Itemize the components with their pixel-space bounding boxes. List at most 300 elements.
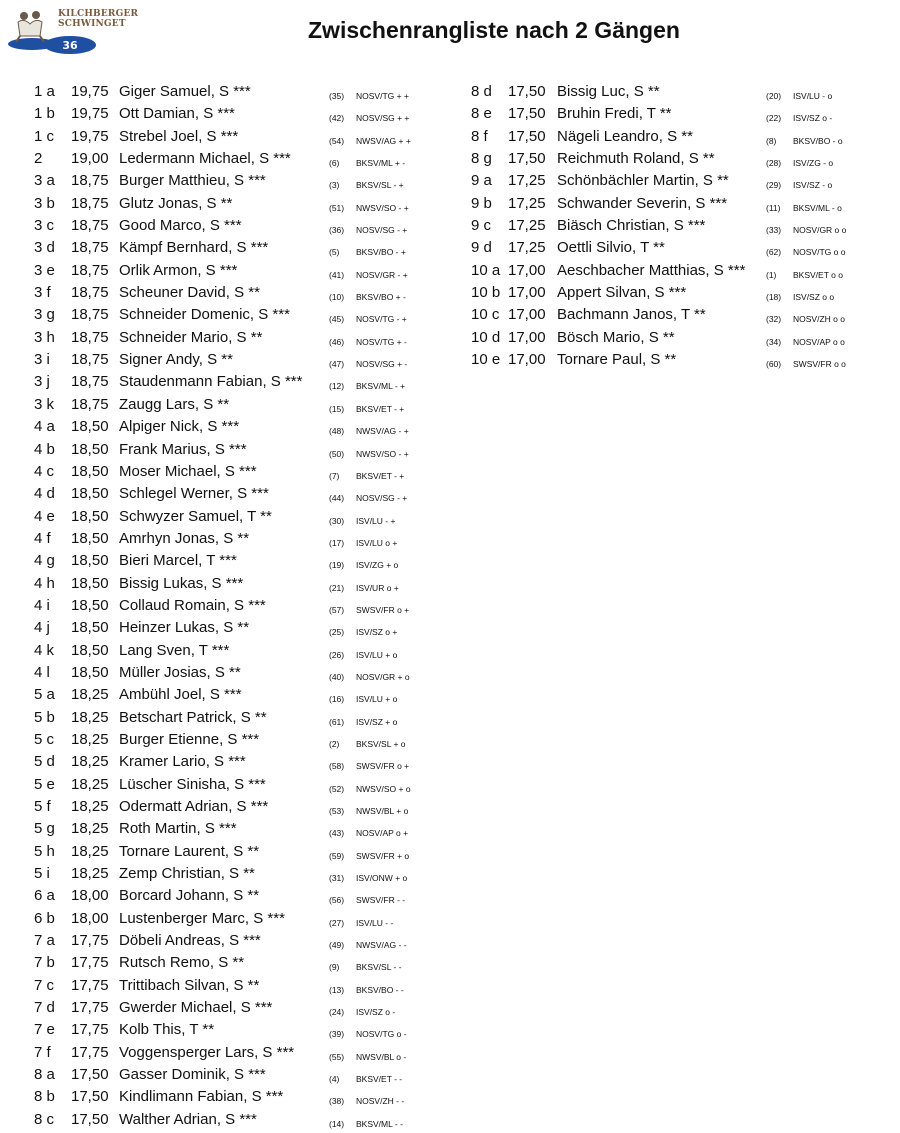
name-cell: Bösch Mario, S ** [557,328,675,346]
start-number-cell: (61) [329,716,345,727]
points-cell: 18,50 [71,641,109,659]
points-cell: 17,50 [71,1088,109,1106]
start-number-cell: (57) [329,604,345,615]
name-cell: Rutsch Remo, S ** [119,954,245,972]
name-cell: Signer Andy, S ** [119,351,233,369]
rank-cell: 1 a [34,83,55,100]
rank-cell: 7 e [34,1021,55,1039]
page-title: Zwischenrangliste nach 2 Gängen [308,17,680,43]
name-cell: Good Marco, S *** [119,217,242,235]
rank-cell: 9 a [471,172,492,190]
start-number-cell: (8) [766,135,777,146]
logo-text-line2: SCHWINGET [58,19,126,29]
points-cell: 18,25 [71,798,109,815]
start-number-cell: (60) [766,359,782,370]
start-number-cell: (33) [766,225,782,236]
start-number-cell: (58) [329,761,345,772]
name-cell: Biäsch Christian, S *** [557,217,706,235]
verband-result-cell: NOSV/TG o o [793,247,846,258]
rank-cell: 4 e [34,507,55,525]
points-cell: 18,75 [71,395,109,413]
verband-result-cell: BKSV/ET - + [356,470,405,481]
name-cell: Bachmann Janos, T ** [557,306,706,324]
name-cell: Betschart Patrick, S ** [119,708,267,726]
verband-result-cell: BKSV/ET - + [356,403,405,414]
name-cell: Alpiger Nick, S *** [119,418,240,436]
verband-result-cell: BKSV/BO - - [356,984,404,995]
name-cell: Müller Josias, S ** [119,663,241,681]
verband-result-cell: NOSV/GR + o [356,671,410,682]
start-number-cell: (47) [329,359,345,370]
points-cell: 17,50 [508,83,546,100]
verband-result-cell: ISV/SZ o - [793,113,833,124]
verband-result-cell: ISV/LU - + [356,515,396,526]
rank-cell: 8 f [471,127,488,145]
start-number-cell: (13) [329,984,345,995]
verband-result-cell: NWSV/SO - + [356,448,409,459]
verband-result-cell: NWSV/BL o - [356,1051,407,1062]
name-cell: Zaugg Lars, S ** [119,395,230,413]
name-cell: Kramer Lario, S *** [119,753,246,771]
name-cell: Bieri Marcel, T *** [119,552,237,570]
name-cell: Borcard Johann, S ** [119,887,260,905]
verband-result-cell: ISV/ONW + o [356,873,408,884]
start-number-cell: (42) [329,113,345,124]
verband-result-cell: NOSV/ZH o o [793,314,845,325]
start-number-cell: (50) [329,448,345,459]
start-number-cell: (21) [329,582,345,593]
points-cell: 17,50 [508,105,546,123]
rank-cell: 8 a [34,1066,55,1084]
points-cell: 17,00 [508,328,546,346]
verband-result-cell: ISV/SZ + o [356,716,398,727]
name-cell: Schneider Mario, S ** [119,328,263,346]
rank-cell: 6 b [34,909,55,927]
verband-result-cell: BKSV/SL - - [356,962,402,973]
points-cell: 18,25 [71,708,109,726]
verband-result-cell: NWSV/AG - - [356,940,407,951]
points-cell: 18,25 [71,865,109,883]
rank-cell: 3 h [34,328,55,346]
rank-cell: 5 d [34,753,55,771]
name-cell: Strebel Joel, S *** [119,127,239,145]
verband-result-cell: NOSV/SG + - [356,359,408,370]
verband-result-cell: BKSV/BO - + [356,247,406,258]
start-number-cell: (16) [329,694,345,705]
start-number-cell: (53) [329,806,345,816]
rank-cell: 4 k [34,641,55,659]
start-number-cell: (39) [329,1029,345,1040]
rank-cell: 6 a [34,887,55,905]
verband-result-cell: ISV/LU + o [356,694,398,705]
rank-cell: 3 f [34,284,51,302]
verband-result-cell: BKSV/SL - + [356,180,404,191]
name-cell: Appert Silvan, S *** [557,284,687,302]
start-number-cell: (51) [329,202,345,213]
name-cell: Bruhin Fredi, T ** [557,105,672,123]
rank-cell: 3 i [34,351,50,369]
name-cell: Voggensperger Lars, S *** [119,1043,295,1061]
rank-cell: 7 a [34,932,55,950]
start-number-cell: (15) [329,403,345,414]
start-number-cell: (18) [766,292,782,303]
verband-result-cell: NOSV/SG - + [356,225,408,236]
rank-cell: 7 f [34,1043,51,1061]
rank-cell: 3 d [34,239,55,257]
verband-result-cell: NOSV/ZH - - [356,1096,405,1107]
name-cell: Aeschbacher Matthias, S *** [557,261,746,279]
start-number-cell: (49) [329,940,345,951]
name-cell: Odermatt Adrian, S *** [119,798,269,815]
points-cell: 18,50 [71,596,109,614]
name-cell: Ledermann Michael, S *** [119,150,291,168]
rank-cell: 4 a [34,418,55,436]
verband-result-cell: BKSV/ML - - [356,1118,403,1129]
rank-cell: 10 b [471,284,501,302]
points-cell: 17,75 [71,976,109,994]
start-number-cell: (26) [329,649,345,660]
points-cell: 17,75 [71,1043,109,1061]
rank-cell: 5 f [34,798,51,815]
verband-result-cell: ISV/SZ o + [356,627,398,638]
rank-cell: 10 c [471,306,500,324]
rank-cell: 9 b [471,194,492,212]
rank-cell: 4 g [34,552,55,570]
start-number-cell: (11) [766,202,781,213]
points-cell: 18,50 [71,418,109,436]
points-cell: 18,75 [71,284,109,302]
verband-result-cell: ISV/LU - - [356,917,394,928]
name-cell: Scheuner David, S ** [119,284,260,302]
points-cell: 17,50 [71,1066,109,1084]
points-cell: 18,50 [71,507,109,525]
points-cell: 18,75 [71,306,109,324]
start-number-cell: (41) [329,269,345,280]
rank-cell: 4 l [34,663,50,681]
start-number-cell: (36) [329,225,345,236]
verband-result-cell: SWSV/FR - - [356,895,406,906]
points-cell: 18,75 [71,217,109,235]
points-cell: 17,75 [71,999,109,1017]
verband-result-cell: NOSV/AP o o [793,336,845,347]
rank-cell: 4 b [34,440,55,458]
points-cell: 18,25 [71,686,109,704]
start-number-cell: (35) [329,91,345,101]
verband-result-cell: ISV/SZ o o [793,292,835,303]
verband-result-cell: NWSV/AG - + [356,426,409,437]
start-number-cell: (28) [766,158,782,169]
verband-result-cell: BKSV/BO - o [793,135,843,146]
points-cell: 18,50 [71,462,109,480]
rank-cell: 5 e [34,775,55,793]
start-number-cell: (62) [766,247,782,258]
rank-cell: 7 d [34,999,55,1017]
start-number-cell: (54) [329,135,345,146]
start-number-cell: (3) [329,180,340,191]
name-cell: Oettli Silvio, T ** [557,239,665,257]
start-number-cell: (56) [329,895,345,906]
points-cell: 18,50 [71,574,109,592]
start-number-cell: (10) [329,292,345,303]
start-number-cell: (27) [329,917,345,928]
start-number-cell: (6) [329,158,340,169]
points-cell: 19,00 [71,150,109,168]
event-logo [6,6,139,54]
rank-cell: 4 h [34,574,55,592]
start-number-cell: (20) [766,91,782,101]
name-cell: Amrhyn Jonas, S ** [119,529,250,547]
rank-cell: 5 b [34,708,55,726]
start-number-cell: (43) [329,828,345,839]
verband-result-cell: SWSV/FR o + [356,604,410,615]
name-cell: Burger Etienne, S *** [119,730,260,748]
points-cell: 18,75 [71,373,109,391]
verband-result-cell: NWSV/AG + + [356,135,411,146]
start-number-cell: (38) [329,1096,345,1107]
name-cell: Kindlimann Fabian, S *** [119,1088,284,1106]
start-number-cell: (9) [329,962,340,973]
rank-cell: 4 j [34,619,50,637]
rank-cell: 5 g [34,820,55,838]
name-cell: Trittibach Silvan, S ** [119,976,260,994]
rank-cell: 5 a [34,686,55,704]
start-number-cell: (7) [329,470,340,481]
name-cell: Zemp Christian, S ** [119,865,255,883]
points-cell: 17,50 [508,127,546,145]
name-cell: Gwerder Michael, S *** [119,999,273,1017]
name-cell: Ambühl Joel, S *** [119,686,242,704]
rank-cell: 5 h [34,842,55,860]
start-number-cell: (40) [329,671,345,682]
verband-result-cell: ISV/ZG - o [793,158,834,169]
points-cell: 17,25 [508,194,546,212]
points-cell: 17,25 [508,239,546,257]
start-number-cell: (29) [766,180,782,191]
rank-cell: 3 g [34,306,55,324]
rank-cell: 5 c [34,730,55,748]
rank-cell: 3 b [34,194,55,212]
verband-result-cell: NWSV/SO + o [356,783,411,794]
verband-result-cell: NOSV/GR - + [356,269,408,280]
points-cell: 18,50 [71,552,109,570]
points-cell: 18,50 [71,440,109,458]
verband-result-cell: NOSV/SG - + [356,493,408,504]
points-cell: 17,00 [508,284,546,302]
rank-cell: 10 e [471,351,501,369]
start-number-cell: (34) [766,336,782,347]
points-cell: 18,75 [71,261,109,279]
name-cell: Burger Matthieu, S *** [119,172,266,190]
start-number-cell: (12) [329,381,345,392]
verband-result-cell: SWSV/FR o o [793,359,846,370]
points-cell: 18,50 [71,485,109,503]
name-cell: Lustenberger Marc, S *** [119,909,285,927]
points-cell: 18,25 [71,775,109,793]
rank-cell: 9 c [471,217,492,235]
points-cell: 17,75 [71,1021,109,1039]
verband-result-cell: ISV/ZG + o [356,560,399,571]
rank-cell: 8 g [471,150,492,168]
start-number-cell: (55) [329,1051,345,1062]
name-cell: Bissig Luc, S ** [557,83,660,100]
name-cell: Heinzer Lukas, S ** [119,619,250,637]
name-cell: Schneider Domenic, S *** [119,306,290,324]
verband-result-cell: ISV/LU - o [793,91,833,101]
start-number-cell: (4) [329,1074,340,1085]
verband-result-cell: NWSV/BL + o [356,806,409,816]
rank-cell: 1 b [34,105,55,123]
rank-cell: 3 j [34,373,50,391]
name-cell: Giger Samuel, S *** [119,83,251,100]
logo-text-line1: KILCHBERGER [58,9,139,19]
name-cell: Reichmuth Roland, S ** [557,150,715,168]
name-cell: Gasser Dominik, S *** [119,1066,266,1084]
verband-result-cell: ISV/LU o + [356,537,398,548]
rank-cell: 9 d [471,239,492,257]
points-cell: 18,00 [71,887,109,905]
logo-badge-text: 36 [62,39,78,52]
points-cell: 19,75 [71,83,109,100]
start-number-cell: (22) [766,113,782,124]
start-number-cell: (5) [329,247,340,258]
points-cell: 18,75 [71,351,109,369]
verband-result-cell: BKSV/ML - + [356,381,406,392]
verband-result-cell: NOSV/TG - + [356,314,407,325]
verband-result-cell: NOSV/AP o + [356,828,409,839]
points-cell: 18,25 [71,730,109,748]
verband-result-cell: NOSV/TG o - [356,1029,407,1040]
points-cell: 18,50 [71,663,109,681]
name-cell: Nägeli Leandro, S ** [557,127,693,145]
verband-result-cell: SWSV/FR o + [356,761,410,772]
verband-result-cell: BKSV/BO + - [356,292,406,303]
rank-cell: 4 d [34,485,55,503]
logo-badge-icon [28,34,98,56]
verband-result-cell: BKSV/ET - - [356,1074,403,1085]
start-number-cell: (14) [329,1118,345,1129]
verband-result-cell: BKSV/ML - o [793,202,842,213]
name-cell: Schönbächler Martin, S ** [557,172,729,190]
start-number-cell: (59) [329,850,345,861]
name-cell: Walther Adrian, S *** [119,1110,257,1128]
name-cell: Glutz Jonas, S ** [119,194,233,212]
rank-cell: 7 b [34,954,55,972]
name-cell: Collaud Romain, S *** [119,596,266,614]
points-cell: 19,75 [71,127,109,145]
points-cell: 18,50 [71,529,109,547]
points-cell: 17,75 [71,932,109,950]
name-cell: Tornare Laurent, S ** [119,842,260,860]
start-number-cell: (44) [329,493,345,504]
verband-result-cell: NOSV/GR o o [793,225,847,236]
verband-result-cell: SWSV/FR + o [356,850,410,861]
name-cell: Schwyzer Samuel, T ** [119,507,272,525]
points-cell: 18,50 [71,619,109,637]
verband-result-cell: BKSV/ET o o [793,269,843,280]
points-cell: 17,50 [508,150,546,168]
name-cell: Kämpf Bernhard, S *** [119,239,269,257]
points-cell: 18,00 [71,909,109,927]
rank-cell: 8 c [34,1110,55,1128]
name-cell: Döbeli Andreas, S *** [119,932,261,950]
verband-result-cell: BKSV/SL + o [356,738,406,749]
name-cell: Frank Marius, S *** [119,440,247,458]
verband-result-cell: ISV/UR o + [356,582,399,593]
points-cell: 19,75 [71,105,109,123]
points-cell: 17,50 [71,1110,109,1128]
rank-cell: 10 a [471,261,501,279]
verband-result-cell: ISV/SZ o - [356,1007,396,1018]
rank-cell: 4 i [34,596,50,614]
start-number-cell: (17) [329,537,345,548]
name-cell: Lüscher Sinisha, S *** [119,775,266,793]
start-number-cell: (2) [329,738,340,749]
verband-result-cell: NWSV/SO - + [356,202,409,213]
rank-cell: 2 [34,150,43,168]
verband-result-cell: ISV/SZ - o [793,180,833,191]
points-cell: 18,75 [71,328,109,346]
start-number-cell: (48) [329,426,345,437]
points-cell: 17,00 [508,351,546,369]
rank-cell: 7 c [34,976,55,994]
points-cell: 18,25 [71,820,109,838]
name-cell: Tornare Paul, S ** [557,351,677,369]
start-number-cell: (32) [766,314,782,325]
rank-cell: 10 d [471,328,501,346]
name-cell: Roth Martin, S *** [119,820,237,838]
points-cell: 17,75 [71,954,109,972]
name-cell: Moser Michael, S *** [119,462,257,480]
rank-cell: 3 e [34,261,55,279]
points-cell: 18,25 [71,842,109,860]
start-number-cell: (25) [329,627,345,638]
rank-cell: 8 b [34,1088,55,1106]
points-cell: 18,75 [71,239,109,257]
verband-result-cell: NOSV/SG + + [356,113,410,124]
name-cell: Schlegel Werner, S *** [119,485,269,503]
points-cell: 17,25 [508,172,546,190]
name-cell: Bissig Lukas, S *** [119,574,244,592]
start-number-cell: (46) [329,336,345,347]
start-number-cell: (30) [329,515,345,526]
rank-cell: 8 e [471,105,492,123]
start-number-cell: (1) [766,269,777,280]
start-number-cell: (45) [329,314,345,325]
points-cell: 18,75 [71,194,109,212]
verband-result-cell: ISV/LU + o [356,649,398,660]
verband-result-cell: BKSV/ML + - [356,158,406,169]
points-cell: 18,75 [71,172,109,190]
rank-cell: 4 c [34,462,55,480]
points-cell: 18,25 [71,753,109,771]
name-cell: Orlik Armon, S *** [119,261,238,279]
name-cell: Ott Damian, S *** [119,105,235,123]
rank-cell: 3 k [34,395,55,413]
name-cell: Lang Sven, T *** [119,641,230,659]
verband-result-cell: NOSV/TG + + [356,91,409,101]
name-cell: Staudenmann Fabian, S *** [119,373,303,391]
points-cell: 17,25 [508,217,546,235]
start-number-cell: (31) [329,873,345,884]
rank-cell: 1 c [34,127,55,145]
points-cell: 17,00 [508,261,546,279]
name-cell: Schwander Severin, S *** [557,194,728,212]
rank-cell: 3 a [34,172,55,190]
start-number-cell: (52) [329,783,345,794]
points-cell: 17,00 [508,306,546,324]
start-number-cell: (19) [329,560,345,571]
rank-cell: 8 d [471,83,492,100]
